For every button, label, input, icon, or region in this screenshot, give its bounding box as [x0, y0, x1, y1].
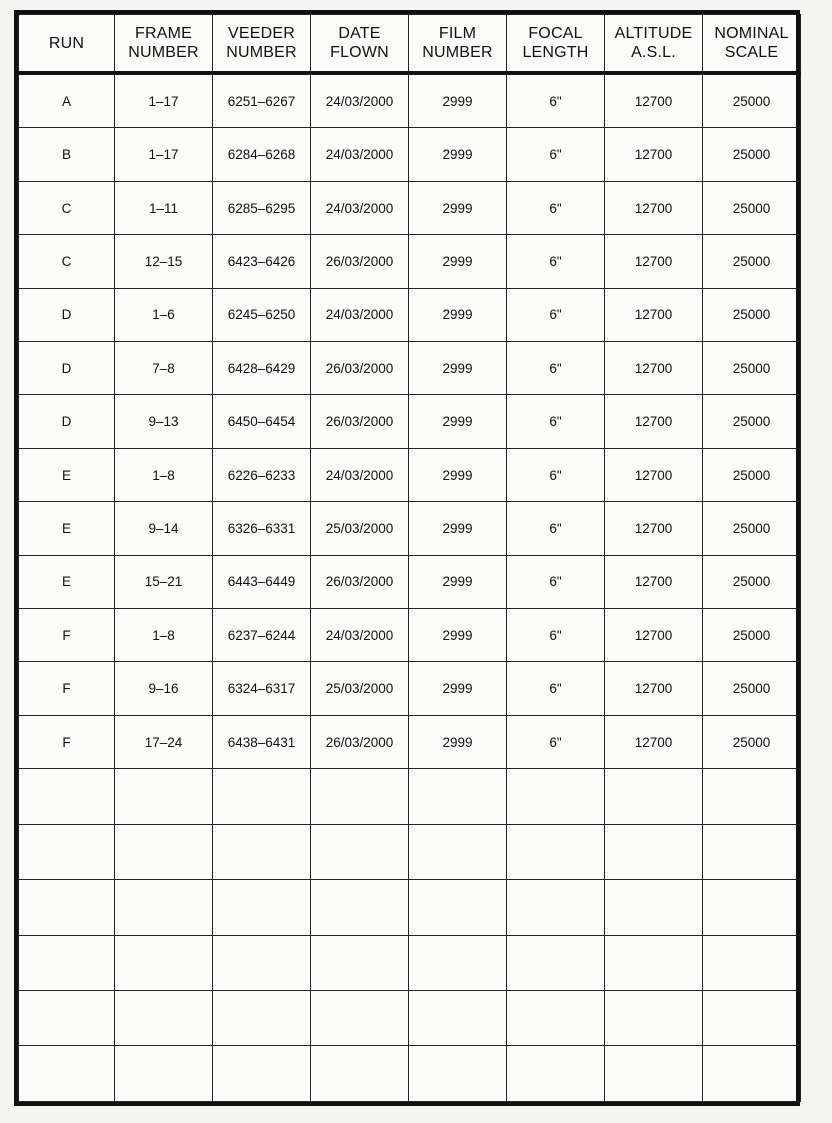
empty-cell [605, 990, 703, 1045]
table-body [19, 73, 801, 1102]
focal-length-cell: 6" [507, 448, 605, 501]
veeder-number-cell: 6245–6250 [213, 288, 311, 341]
film-number-cell: 2999 [409, 73, 507, 128]
focal-length-cell: 6" [507, 555, 605, 608]
frame-number-cell: 7–8 [115, 342, 213, 395]
empty-table-row [19, 990, 801, 1045]
film-number-cell: 2999 [409, 715, 507, 768]
empty-cell [605, 880, 703, 935]
flight-log-sheet [14, 10, 800, 1106]
empty-cell [213, 1046, 311, 1102]
empty-cell [409, 769, 507, 824]
altitude-cell: 12700 [605, 128, 703, 181]
frame-number-cell: 15–21 [115, 555, 213, 608]
veeder-number-cell: 6438–6431 [213, 715, 311, 768]
film-number-cell: 2999 [409, 235, 507, 288]
veeder-number-cell: 6226–6233 [213, 448, 311, 501]
focal-length-cell: 6" [507, 288, 605, 341]
focal-length-cell: 6" [507, 609, 605, 662]
film-number-cell: 2999 [409, 448, 507, 501]
empty-table-row [19, 880, 801, 935]
film-number-cell: 2999 [409, 395, 507, 448]
film-number-cell: 2999 [409, 662, 507, 715]
empty-cell [311, 935, 409, 990]
table-row [19, 181, 801, 234]
table-row [19, 502, 801, 555]
nominal-scale-cell: 25000 [703, 555, 801, 608]
frame-number-cell: 1–11 [115, 181, 213, 234]
veeder-number-cell: 6284–6268 [213, 128, 311, 181]
table-row [19, 555, 801, 608]
table-row [19, 715, 801, 768]
empty-cell [19, 769, 115, 824]
empty-cell [703, 935, 801, 990]
veeder-number-cell: 6237–6244 [213, 609, 311, 662]
focal-length-cell: 6" [507, 715, 605, 768]
veeder-number-cell: 6285–6295 [213, 181, 311, 234]
nominal-scale-cell: 25000 [703, 181, 801, 234]
date-flown-cell: 24/03/2000 [311, 73, 409, 128]
altitude-cell: 12700 [605, 235, 703, 288]
header-run: RUN [19, 15, 115, 74]
empty-cell [703, 824, 801, 879]
empty-cell [507, 935, 605, 990]
header-focal-length: FOCAL LENGTH [507, 15, 605, 74]
empty-cell [409, 880, 507, 935]
empty-cell [409, 990, 507, 1045]
focal-length-cell: 6" [507, 235, 605, 288]
header-nominal-scale: NOMINAL SCALE [703, 15, 801, 74]
run-cell: F [19, 609, 115, 662]
run-cell: F [19, 715, 115, 768]
empty-cell [115, 824, 213, 879]
altitude-cell: 12700 [605, 715, 703, 768]
run-cell: C [19, 235, 115, 288]
date-flown-cell: 26/03/2000 [311, 235, 409, 288]
focal-length-cell: 6" [507, 502, 605, 555]
empty-table-row [19, 769, 801, 824]
focal-length-cell: 6" [507, 662, 605, 715]
empty-cell [19, 824, 115, 879]
empty-cell [19, 880, 115, 935]
empty-cell [311, 990, 409, 1045]
nominal-scale-cell: 25000 [703, 395, 801, 448]
empty-cell [213, 935, 311, 990]
table-row [19, 662, 801, 715]
table-row [19, 128, 801, 181]
film-number-cell: 2999 [409, 181, 507, 234]
empty-cell [507, 769, 605, 824]
table-row [19, 448, 801, 501]
header-frame-number: FRAME NUMBER [115, 15, 213, 74]
focal-length-cell: 6" [507, 342, 605, 395]
altitude-cell: 12700 [605, 502, 703, 555]
veeder-number-cell: 6251–6267 [213, 73, 311, 128]
empty-table-row [19, 935, 801, 990]
frame-number-cell: 9–13 [115, 395, 213, 448]
veeder-number-cell: 6324–6317 [213, 662, 311, 715]
date-flown-cell: 24/03/2000 [311, 181, 409, 234]
table-row [19, 235, 801, 288]
frame-number-cell: 1–17 [115, 73, 213, 128]
nominal-scale-cell: 25000 [703, 235, 801, 288]
date-flown-cell: 24/03/2000 [311, 448, 409, 501]
nominal-scale-cell: 25000 [703, 288, 801, 341]
date-flown-cell: 26/03/2000 [311, 342, 409, 395]
focal-length-cell: 6" [507, 181, 605, 234]
date-flown-cell: 24/03/2000 [311, 288, 409, 341]
frame-number-cell: 9–16 [115, 662, 213, 715]
film-number-cell: 2999 [409, 128, 507, 181]
empty-cell [507, 880, 605, 935]
header-film-number: FILM NUMBER [409, 15, 507, 74]
empty-cell [507, 990, 605, 1045]
table-row [19, 288, 801, 341]
flight-run-table [18, 14, 801, 1102]
empty-cell [409, 1046, 507, 1102]
frame-number-cell: 1–17 [115, 128, 213, 181]
empty-cell [213, 769, 311, 824]
altitude-cell: 12700 [605, 395, 703, 448]
empty-cell [19, 1046, 115, 1102]
empty-cell [213, 824, 311, 879]
veeder-number-cell: 6423–6426 [213, 235, 311, 288]
altitude-cell: 12700 [605, 181, 703, 234]
frame-number-cell: 17–24 [115, 715, 213, 768]
empty-cell [703, 880, 801, 935]
empty-cell [605, 824, 703, 879]
empty-cell [115, 769, 213, 824]
nominal-scale-cell: 25000 [703, 715, 801, 768]
veeder-number-cell: 6450–6454 [213, 395, 311, 448]
table-row [19, 609, 801, 662]
date-flown-cell: 25/03/2000 [311, 662, 409, 715]
nominal-scale-cell: 25000 [703, 128, 801, 181]
empty-cell [311, 769, 409, 824]
run-cell: A [19, 73, 115, 128]
film-number-cell: 2999 [409, 288, 507, 341]
empty-cell [311, 824, 409, 879]
frame-number-cell: 1–8 [115, 609, 213, 662]
table-row [19, 395, 801, 448]
altitude-cell: 12700 [605, 448, 703, 501]
empty-cell [19, 990, 115, 1045]
empty-cell [19, 935, 115, 990]
altitude-cell: 12700 [605, 288, 703, 341]
empty-cell [115, 1046, 213, 1102]
film-number-cell: 2999 [409, 555, 507, 608]
run-cell: D [19, 395, 115, 448]
date-flown-cell: 25/03/2000 [311, 502, 409, 555]
empty-cell [311, 880, 409, 935]
run-cell: E [19, 502, 115, 555]
veeder-number-cell: 6443–6449 [213, 555, 311, 608]
empty-cell [605, 935, 703, 990]
nominal-scale-cell: 25000 [703, 448, 801, 501]
date-flown-cell: 26/03/2000 [311, 555, 409, 608]
empty-cell [409, 824, 507, 879]
nominal-scale-cell: 25000 [703, 662, 801, 715]
empty-cell [703, 769, 801, 824]
frame-number-cell: 12–15 [115, 235, 213, 288]
run-cell: D [19, 288, 115, 341]
altitude-cell: 12700 [605, 73, 703, 128]
empty-cell [115, 880, 213, 935]
focal-length-cell: 6" [507, 395, 605, 448]
focal-length-cell: 6" [507, 128, 605, 181]
nominal-scale-cell: 25000 [703, 73, 801, 128]
empty-cell [213, 990, 311, 1045]
empty-cell [507, 1046, 605, 1102]
run-cell: B [19, 128, 115, 181]
header-veeder-number: VEEDER NUMBER [213, 15, 311, 74]
film-number-cell: 2999 [409, 502, 507, 555]
table-row [19, 73, 801, 128]
empty-cell [605, 769, 703, 824]
run-cell: F [19, 662, 115, 715]
empty-cell [409, 935, 507, 990]
empty-cell [605, 1046, 703, 1102]
empty-cell [115, 935, 213, 990]
altitude-cell: 12700 [605, 555, 703, 608]
frame-number-cell: 1–8 [115, 448, 213, 501]
altitude-cell: 12700 [605, 342, 703, 395]
table-header-row [19, 15, 801, 74]
table-row [19, 342, 801, 395]
run-cell: E [19, 448, 115, 501]
empty-cell [311, 1046, 409, 1102]
date-flown-cell: 24/03/2000 [311, 609, 409, 662]
empty-cell [115, 990, 213, 1045]
nominal-scale-cell: 25000 [703, 609, 801, 662]
frame-number-cell: 9–14 [115, 502, 213, 555]
empty-cell [703, 990, 801, 1045]
empty-cell [507, 824, 605, 879]
date-flown-cell: 26/03/2000 [311, 715, 409, 768]
veeder-number-cell: 6326–6331 [213, 502, 311, 555]
film-number-cell: 2999 [409, 342, 507, 395]
header-date-flown: DATE FLOWN [311, 15, 409, 74]
nominal-scale-cell: 25000 [703, 502, 801, 555]
film-number-cell: 2999 [409, 609, 507, 662]
frame-number-cell: 1–6 [115, 288, 213, 341]
empty-cell [703, 1046, 801, 1102]
empty-table-row [19, 824, 801, 879]
header-altitude: ALTITUDE A.S.L. [605, 15, 703, 74]
date-flown-cell: 24/03/2000 [311, 128, 409, 181]
nominal-scale-cell: 25000 [703, 342, 801, 395]
run-cell: D [19, 342, 115, 395]
focal-length-cell: 6" [507, 73, 605, 128]
empty-cell [213, 880, 311, 935]
run-cell: E [19, 555, 115, 608]
date-flown-cell: 26/03/2000 [311, 395, 409, 448]
altitude-cell: 12700 [605, 609, 703, 662]
empty-table-row [19, 1046, 801, 1102]
altitude-cell: 12700 [605, 662, 703, 715]
run-cell: C [19, 181, 115, 234]
veeder-number-cell: 6428–6429 [213, 342, 311, 395]
